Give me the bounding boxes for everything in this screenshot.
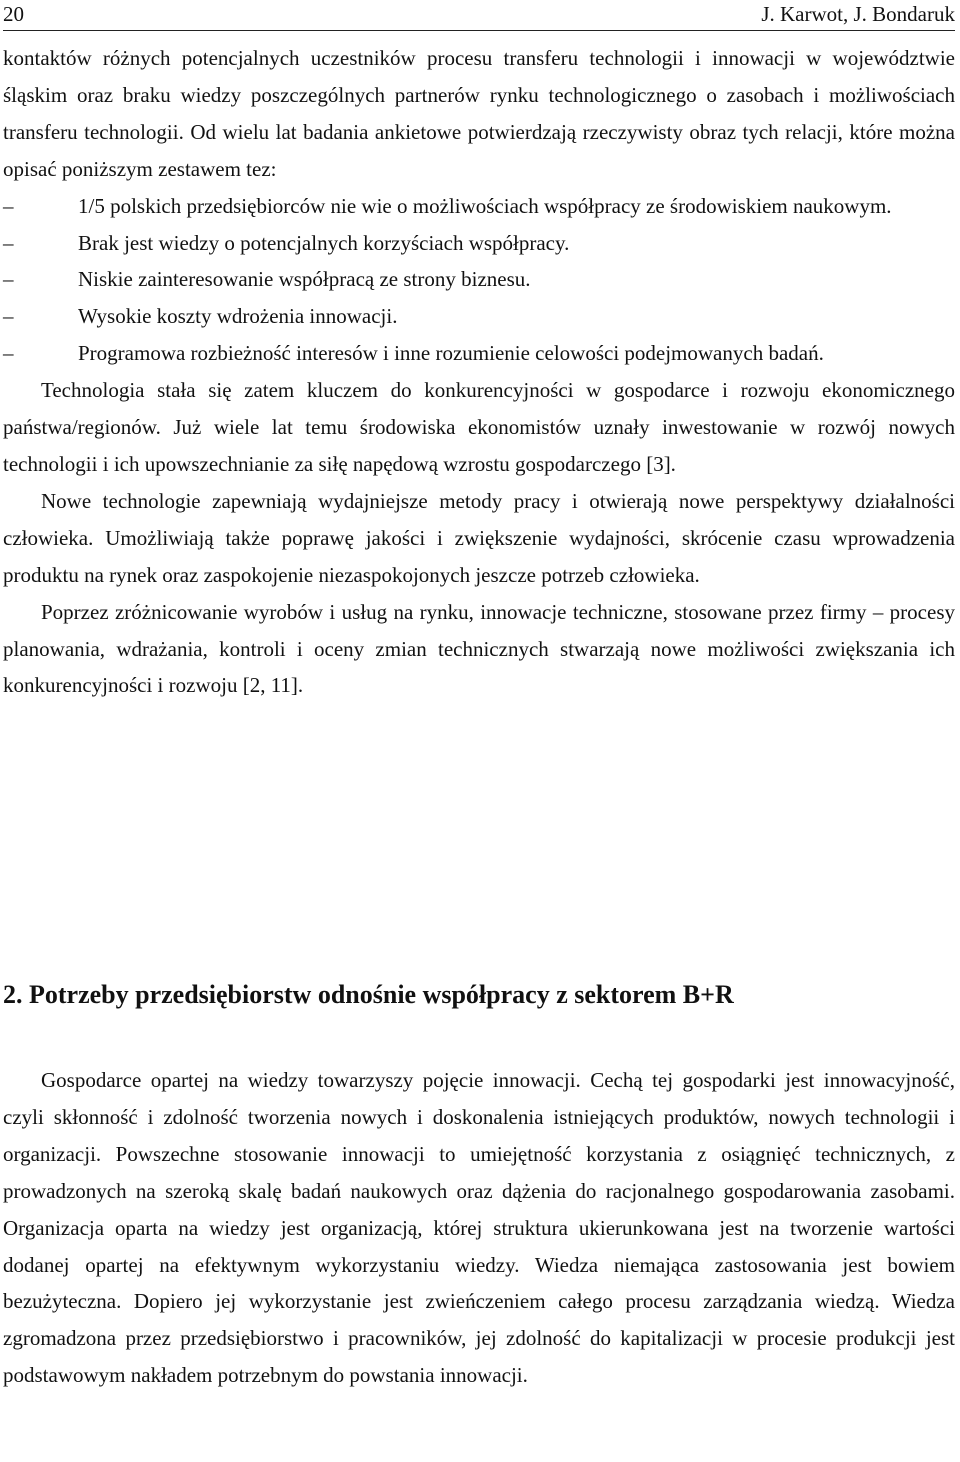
paragraph: Poprzez zróżnicowanie wyrobów i usług na rynku, innowacje techniczne, stosowane przez firmy – procesy planowania, wdrażania, kontroli i oceny zmian technicznych stwarzają nowe możliwości zwiększania ich konkurencyjności i rozwoju [2, 11]. (3, 599, 955, 698)
dash-bullet: – (3, 193, 14, 218)
paragraph: Gospodarce opartej na wiedzy towarzyszy pojęcie innowacji. Cechą tej gospodarki jest innowacyjność, czyli skłonność i zdolność tworzenia nowych i doskonalenia istniejących produktów, nowych technologii i organizacji. Powszechne stosowanie innowacji to umiejętność korzystania z osiągnięć technicznych, z prowadzonych na szeroką skalę badań naukowych oraz dążenia do racjonalnego gospodarowania zasobami. Organizacja oparta na wiedzy jest organizacją, której struktura ukierunkowana jest na tworzenie wartości dodanej opartej na efektywnym wykorzystaniu wiedzy. Wiedza niemająca zastosowania jest bowiem bezużyteczna. Dopiero jej wykorzystanie jest zwieńczeniem całego procesu zarządzania wiedzą. Wiedza zgromadzona przez przedsiębiorstwo i pracowników, jej zdolność do kapitalizacji w procesie produkcji jest podstawowym nakładem potrzebnym do powstania innowacji. (3, 1068, 955, 1388)
document-page (3, 0, 955, 704)
list-item (3, 188, 955, 225)
paragraph: Technologia stała się zatem kluczem do konkurencyjności w gospodarce i rozwoju ekonomicznego państwa/regionów. Już wiele lat temu środowiska ekonomistów uznały inwestowanie w rozwój nowych technologii i ich upowszechnianie za siłę napędową wzrostu gospodarczego [3]. (3, 378, 955, 476)
list-item-text: Niskie zainteresowanie współpracą ze strony biznesu. (78, 267, 531, 292)
running-header (3, 0, 955, 31)
dash-bullet: – (3, 267, 14, 292)
thesis-list (3, 188, 955, 373)
dash-bullet: – (3, 341, 14, 366)
section-heading: 2. Potrzeby przedsiębiorstw odnośnie współpracy z sektorem B+R (3, 980, 734, 1009)
section-1-body (3, 40, 955, 704)
list-item (3, 335, 955, 372)
running-authors: J. Karwot, J. Bondaruk (761, 2, 955, 26)
paragraph: Nowe technologie zapewniają wydajniejsze metody pracy i otwierają nowe perspektywy działalności człowieka. Umożliwiają także poprawę jakości i zwiększenie wydajności, skrócenie czasu wprowadzenia produktu na rynek oraz zaspokojenie niezaspokojonych jeszcze potrzeb człowieka. (3, 488, 955, 587)
list-item-text: Programowa rozbieżność interesów i inne rozumienie celowości podejmowanych badań. (78, 341, 824, 366)
list-item-text: Wysokie koszty wdrożenia innowacji. (78, 304, 398, 329)
list-item (3, 225, 955, 262)
section-2-body (3, 1062, 955, 1394)
dash-bullet: – (3, 230, 14, 255)
list-item (3, 298, 955, 335)
list-item (3, 261, 955, 298)
list-item-text: 1/5 polskich przedsiębiorców nie wie o możliwościach współpracy ze środowiskiem naukowym. (78, 193, 892, 218)
page-number: 20 (3, 2, 24, 26)
list-item-text: Brak jest wiedzy o potencjalnych korzyściach współpracy. (78, 230, 570, 255)
paragraph: kontaktów różnych potencjalnych uczestników procesu transferu technologii i innowacji w województwie śląskim oraz braku wiedzy poszczególnych partnerów rynku technologicznego o zasobach i możliwościach transferu technologii. Od wielu lat badania ankietowe potwierdzają rzeczywisty obraz tych relacji, które można opisać poniższym zestawem tez: (3, 46, 955, 181)
dash-bullet: – (3, 304, 14, 329)
